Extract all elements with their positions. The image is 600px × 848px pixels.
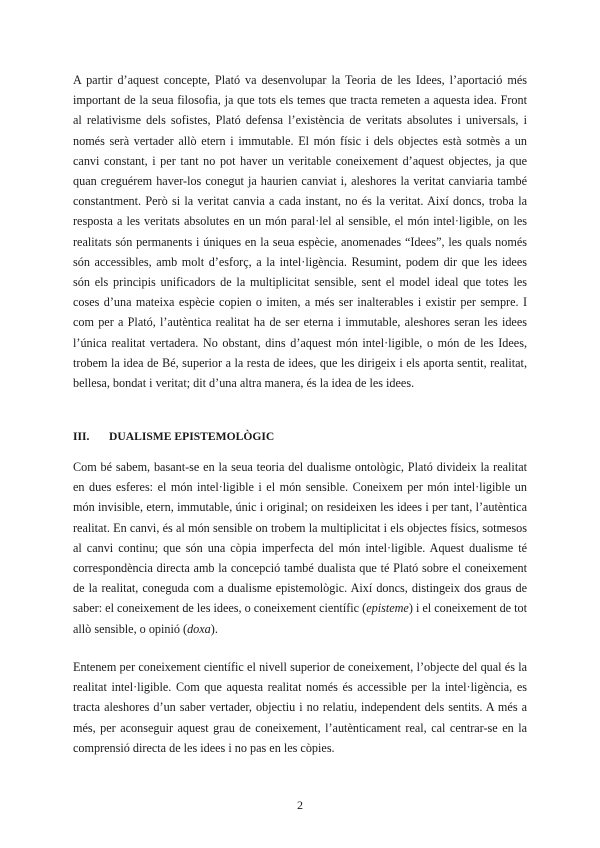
paragraph-theory-of-ideas: A partir d’aquest concepte, Plató va desenvolupar la Teoria de les Idees, l’aportació més important de la seua filosofia, ja que tots els temes que tracta remeten a aquesta idea. Front al relativisme dels sofistes, Plató defensa l’existència de veritats absolutes i universals, i només serà vertader allò etern i immutable. El món físic i dels objectes està sotmès a un canvi constant, i per tant no pot haver un veritable coneixement d’aquest objectes, ja que quan creguérem haver-los conegut ja haurien canviat i, aleshores la veritat canviaria també constantment. Però si la veritat canvia a cada instant, no és la veritat. Així doncs, troba la resposta a les veritats absolutes en un món paral·lel al sensible, el món intel·ligible, on les realitats són permanents i úniques en la seua espècie, anomenades “Idees”, les quals només són accessibles, amb molt d’esforç, a la intel·ligència. Resumint, podem dir que les idees són els principis unificadors de la multiplicitat sensible, sent el model ideal que totes les coses d’una mateixa espècie copien o imiten, a més ser inalterables i existir per sempre. I com per a Plató, l’autèntica realitat ha de ser eterna i immutable, aleshores seran les idees l’única realitat vertadera. No obstant, dins d’aquest món intel·ligible, o món de les Idees, trobem la idea de Bé, superior a la resta de idees, que les dirigeix i els aporta sentit, realitat, bellesa, bondat i veritat; dit d’una altra manera, és la idea de les idees. (73, 73, 527, 391)
page-number: 2 (297, 798, 303, 812)
term-doxa: doxa (187, 621, 211, 636)
paragraph-text: ). (210, 621, 218, 636)
paragraph-text: ) i el coneixement de tot allò sensible, o opinió ( (73, 601, 528, 636)
term-episteme: episteme (366, 601, 409, 616)
section-title: DUALISME EPISTEMOLÒGIC (109, 430, 275, 443)
paragraph-scientific-knowledge: Entenem per coneixement científic el nivell superior de coneixement, l’objecte del qual és la realitat intel·ligible. Com que aquesta realitat només és accessible per la intel·ligència, es tracta aleshores d’un saber vertader, objectiu i no relatiu, independent dels sentits. A més a més, per aconseguir aquest grau de coneixement, l’autènticament real, cal centrar-se en la comprensió directa de les idees i no pas en les còpies. (73, 660, 527, 755)
section-heading (73, 429, 527, 445)
paragraph-epistemological-dualism (73, 457, 527, 639)
section-number: III. (73, 430, 90, 443)
paragraph-text: Com bé sabem, basant-se en la seua teoria del dualisme ontològic, Plató divideix la realitat en dues esferes: el món intel·ligible i el món sensible. Coneixem per món intel·ligible un món invisible, etern, immutable, únic i original; on resideixen les idees i per tant, l’autèntica realitat. En canvi, és al món sensible on trobem la multiplicitat i els objectes físics, sotmesos al canvi continu; que són una còpia imperfecta del món intel·ligible. Aquest dualisme té correspondència directa amb la concepció també dualista que té Plató sobre el coneixement de la realitat, coneguda com a dualisme epistemològic. Així doncs, distingeix dos graus de saber: el coneixement de les idees, o coneixement científic ( (73, 460, 527, 616)
